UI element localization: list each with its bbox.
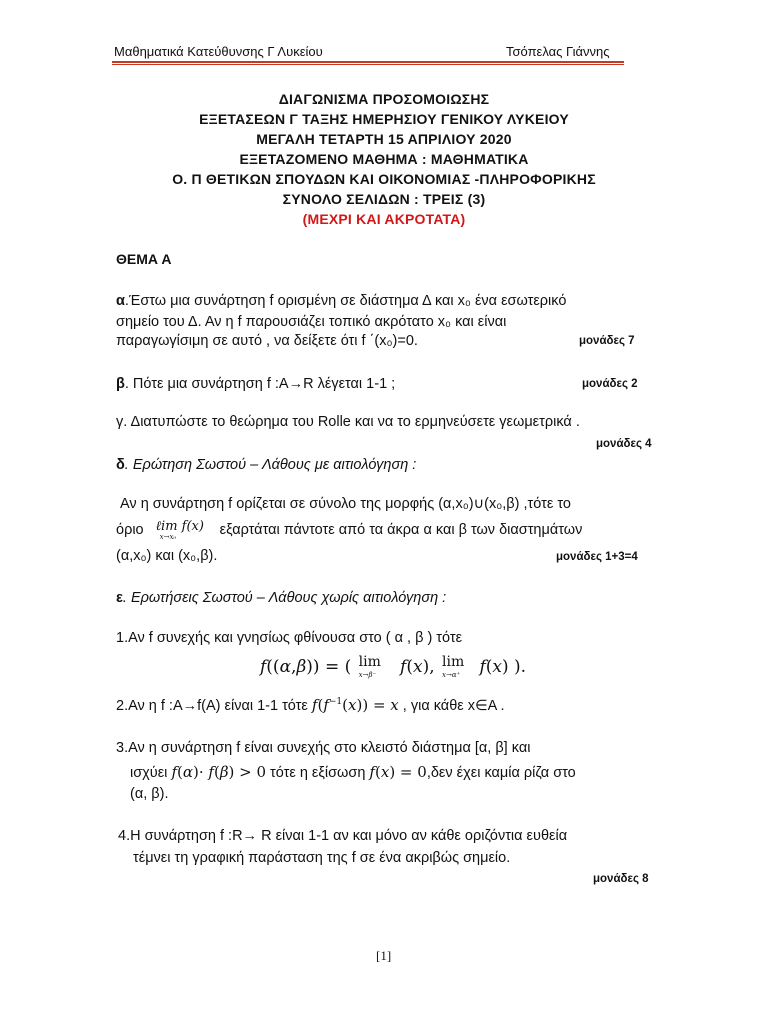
q-delta-text: . Ερώτηση Σωστού – Λάθους με αιτιολόγηση : xyxy=(124,457,417,473)
limit-subscript: x→x₀ xyxy=(159,533,177,541)
q-delta-letter: δ xyxy=(116,457,125,473)
q-beta-text: . Πότε μια συνάρτηση f :Α→R λέγεται 1-1 ; xyxy=(124,376,396,392)
statement-3-line-1: 3.Αν η συνάρτηση f είναι συνεχής στο κλειστό διάστημα [α, β] και xyxy=(116,740,531,756)
q-delta-line-2 xyxy=(116,518,582,540)
equation-expression: f(x) = 0 xyxy=(369,763,427,781)
q-delta-line-3: (α,x₀) και (x₀,β). xyxy=(116,548,218,564)
limit-expression xyxy=(152,518,212,540)
q-alpha-line-1 xyxy=(116,293,566,309)
q-alpha-line-3: παραγωγίσιμη σε αυτό , να δείξετε ότι f ΄(x₀)=0. xyxy=(116,333,418,349)
q-alpha-line-2: σημείο του Δ. Αν η f παρουσιάζει τοπικό ακρότατο x₀ και είναι xyxy=(116,314,507,330)
q-beta-letter: β xyxy=(116,376,125,392)
q-epsilon-text: . Ερωτήσεις Σωστού – Λάθους χωρίς αιτιολόγηση : xyxy=(122,590,447,606)
title-line-4: ΕΞΕΤΑΖΟΜΕΝΟ ΜΑΘΗΜΑ : ΜΑΘΗΜΑΤΙΚΑ xyxy=(239,151,529,167)
statement-3-line-2b: τότε η εξίσωση xyxy=(270,765,366,781)
q-epsilon-letter: ε xyxy=(116,590,123,606)
q-gamma-points: μονάδες 4 xyxy=(596,438,652,450)
title-line-1: ΔΙΑΓΩΝΙΣΜΑ ΠΡΟΣΟΜΟΙΩΣΗΣ xyxy=(278,91,490,107)
q-delta-heading xyxy=(116,457,416,473)
q-epsilon-heading xyxy=(116,590,446,606)
q-alpha-points: μονάδες 7 xyxy=(579,335,635,347)
statement-2a: 2.Αν η f :Α→f(Α) είναι 1-1 τότε xyxy=(116,698,308,714)
q-delta-line-2b: εξαρτάται πάντοτε από τα άκρα α και β των διαστημάτων xyxy=(219,522,583,538)
q-gamma-line: γ. Διατυπώστε το θεώρημα του Rolle και να το ερμηνεύσετε γεωμετρικά . xyxy=(116,414,580,430)
formula-range: f((α,β)) = ( lim x→β⁻ f(x), lim x→α⁺ f(x) ). xyxy=(260,654,527,679)
title-line-6: ΣΥΝΟΛΟ ΣΕΛΙΔΩΝ : ΤΡΕΙΣ (3) xyxy=(282,191,486,207)
product-expression: f(α)· f(β) > 0 xyxy=(171,763,266,781)
title-line-5: Ο. Π ΘΕΤΙΚΩΝ ΣΠΟΥΔΩΝ ΚΑΙ ΟΙΚΟΝΟΜΙΑΣ -ΠΛΗΡΟΦΟΡΙΚΗΣ xyxy=(172,171,596,187)
inverse-expression: $f(f^{-1}(x)) = x$ xyxy=(311,696,399,714)
title-line-7: (ΜΕΧΡΙ ΚΑΙ ΑΚΡΟΤΑΤΑ) xyxy=(302,211,466,227)
q-delta-line-2a: όριο xyxy=(116,522,144,538)
statement-2b: , για κάθε x∈Α . xyxy=(402,698,505,714)
q-alpha-text-1: .Έστω μια συνάρτηση f ορισμένη σε διάστημα Δ και x₀ ένα εσωτερικό xyxy=(124,293,567,309)
statement-3-line-2 xyxy=(130,763,576,781)
title-line-2: ΕΞΕΤΑΣΕΩΝ Γ ΤΑΞΗΣ ΗΜΕΡΗΣΙΟΥ ΓΕΝΙΚΟΥ ΛΥΚΕΙΟΥ xyxy=(199,111,569,127)
statement-3-line-3: (α, β). xyxy=(130,786,169,802)
q-beta-line xyxy=(116,376,395,392)
q-epsilon-points: μονάδες 8 xyxy=(593,873,649,885)
limit-expression-text: ℓim f(x) xyxy=(155,519,204,534)
title-line-3: ΜΕΓΑΛΗ ΤΕΤΑΡΤΗ 15 ΑΠΡΙΛΙΟΥ 2020 xyxy=(256,131,512,147)
q-beta-points: μονάδες 2 xyxy=(582,378,638,390)
q-delta-points: μονάδες 1+3=4 xyxy=(556,551,638,563)
q-delta-line-1: Αν η συνάρτηση f ορίζεται σε σύνολο της μορφής (α,x₀)∪(x₀,β) ,τότε το xyxy=(120,496,571,512)
statement-1: 1.Αν f συνεχής και γνησίως φθίνουσα στο ( α , β ) τότε xyxy=(116,630,463,646)
statement-4-line-1: 4.Η συνάρτηση f :R→ R είναι 1-1 αν και μόνο αν κάθε οριζόντια ευθεία xyxy=(118,828,568,844)
header-rule xyxy=(112,61,624,63)
statement-3-line-2c: ,δεν έχει καμία ρίζα στο xyxy=(426,765,576,781)
statement-3-line-2a: ισχύει xyxy=(130,765,168,781)
page-number: [1] xyxy=(376,948,392,963)
statement-2 xyxy=(116,696,505,714)
q-alpha-letter: α xyxy=(116,293,125,309)
statement-4-line-2: τέμνει τη γραφική παράσταση της f σε ένα ακριβώς σημείο. xyxy=(133,850,511,866)
header-right: Τσόπελας Γιάννης xyxy=(506,44,610,59)
header-rule-thin xyxy=(112,64,624,65)
header-left: Μαθηματικά Κατεύθυνσης Γ Λυκείου xyxy=(114,44,323,59)
section-title: ΘΕΜΑ Α xyxy=(116,251,172,267)
